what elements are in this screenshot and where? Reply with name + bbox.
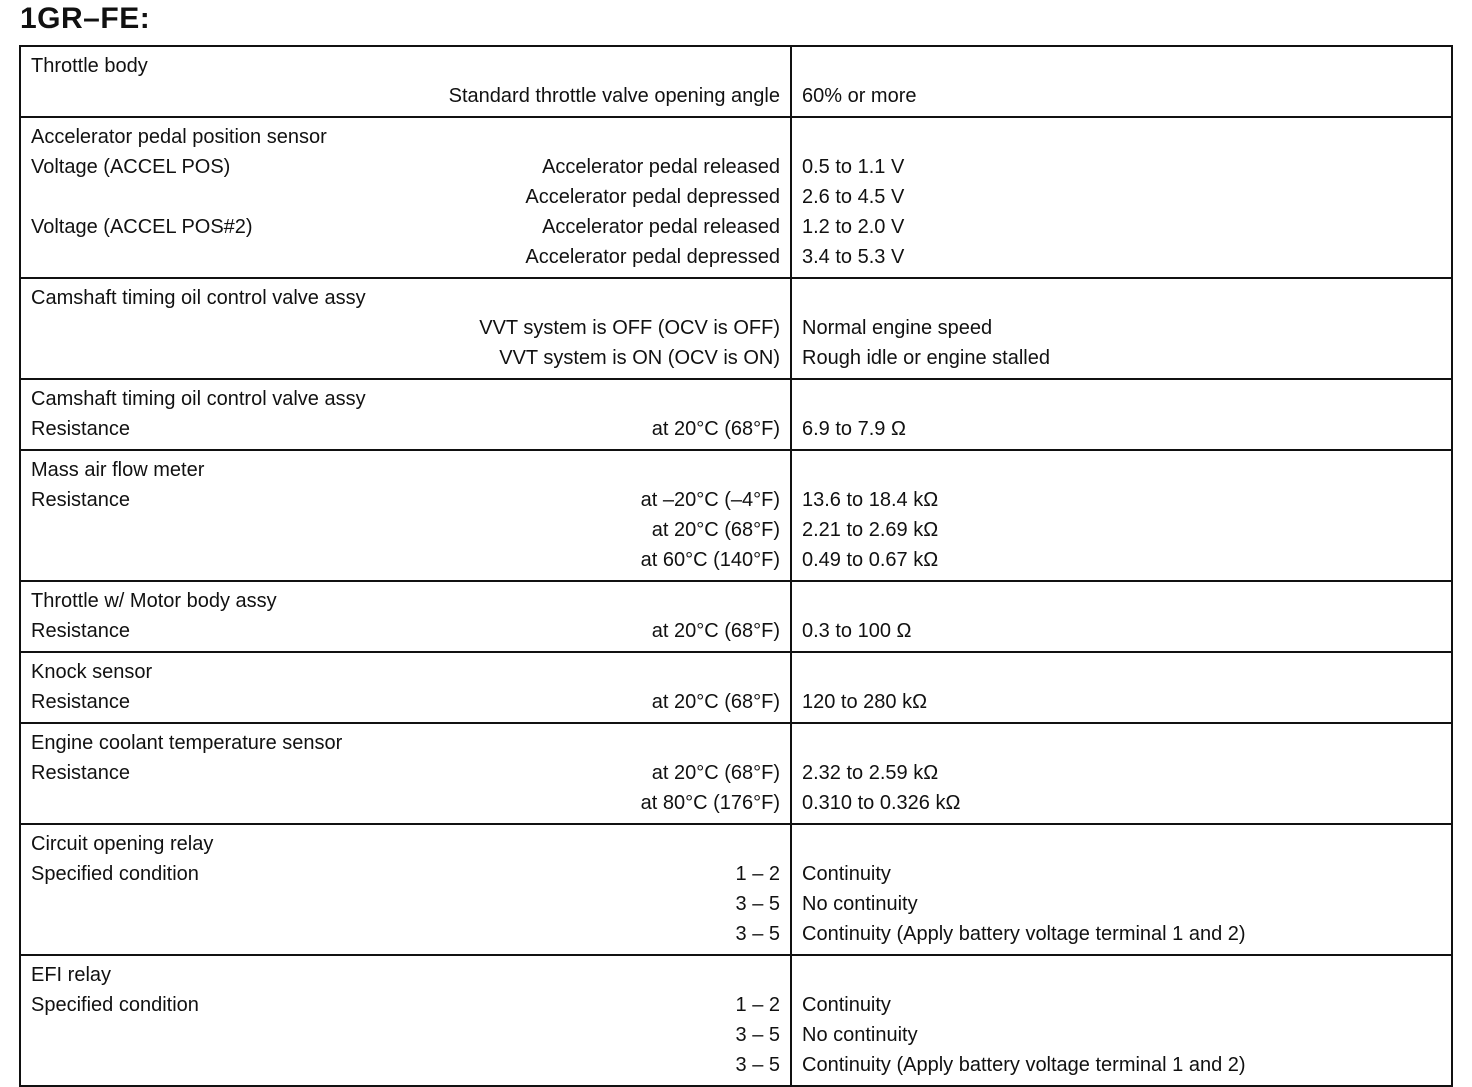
spec-value-cell [791, 379, 1452, 450]
spec-value-cell [791, 955, 1452, 1086]
value-spacer [802, 455, 1441, 485]
value-spacer [802, 122, 1441, 152]
spec-item-cell [20, 652, 791, 723]
spec-value-cell [791, 581, 1452, 652]
row-value: 2.32 to 2.59 kΩ [802, 762, 939, 784]
value-spacer [802, 960, 1441, 990]
row-condition: at 60°C (140°F) [640, 549, 780, 571]
row-label: Specified condition [31, 994, 199, 1016]
value-spacer [802, 283, 1441, 313]
spec-row [31, 687, 780, 717]
spec-section [20, 379, 1452, 450]
spec-row [31, 81, 780, 111]
row-value: No continuity [802, 893, 918, 915]
row-value: No continuity [802, 1024, 918, 1046]
row-value: 2.6 to 4.5 V [802, 186, 905, 208]
row-condition: at –20°C (–4°F) [640, 489, 780, 511]
row-value: 0.3 to 100 Ω [802, 620, 912, 642]
value-spacer [802, 384, 1441, 414]
section-heading: Camshaft timing oil control valve assy [31, 287, 366, 309]
spec-row [31, 152, 780, 182]
spec-row [31, 1020, 780, 1050]
spec-section [20, 278, 1452, 379]
row-condition: 3 – 5 [735, 893, 780, 915]
value-spacer [802, 657, 1441, 687]
spec-row [31, 758, 780, 788]
spec-row [31, 485, 780, 515]
section-heading: Mass air flow meter [31, 459, 205, 481]
section-heading: Throttle w/ Motor body assy [31, 590, 277, 612]
page-title: 1GR–FE: [20, 2, 151, 35]
row-condition: 3 – 5 [735, 923, 780, 945]
row-condition: at 20°C (68°F) [651, 519, 780, 541]
spec-section [20, 46, 1452, 117]
spec-row [31, 616, 780, 646]
row-value: Continuity [802, 994, 891, 1016]
row-label: Resistance [31, 691, 130, 713]
row-label: Voltage (ACCEL POS) [31, 156, 231, 178]
row-condition: Accelerator pedal depressed [525, 246, 780, 268]
spec-row [31, 788, 780, 818]
row-value: 6.9 to 7.9 Ω [802, 418, 906, 440]
specification-table [19, 45, 1453, 1087]
spec-value-cell [791, 824, 1452, 955]
spec-row [31, 889, 780, 919]
spec-item-cell [20, 581, 791, 652]
row-value: 0.5 to 1.1 V [802, 156, 905, 178]
row-condition: Standard throttle valve opening angle [448, 85, 780, 107]
spec-row [31, 182, 780, 212]
row-condition: 3 – 5 [735, 1054, 780, 1076]
spec-value-cell [791, 46, 1452, 117]
row-condition: at 80°C (176°F) [640, 792, 780, 814]
spec-item-cell [20, 450, 791, 581]
row-condition: Accelerator pedal released [542, 216, 780, 238]
row-condition: at 20°C (68°F) [651, 620, 780, 642]
row-condition: Accelerator pedal released [542, 156, 780, 178]
spec-item-cell [20, 278, 791, 379]
spec-section [20, 824, 1452, 955]
row-value: Continuity [802, 863, 891, 885]
spec-row [31, 545, 780, 575]
row-condition: VVT system is ON (OCV is ON) [499, 347, 780, 369]
spec-row [31, 242, 780, 272]
section-heading: Circuit opening relay [31, 833, 214, 855]
spec-value-cell [791, 652, 1452, 723]
spec-row [31, 919, 780, 949]
row-label: Specified condition [31, 863, 199, 885]
spec-item-cell [20, 824, 791, 955]
spec-row [31, 313, 780, 343]
value-spacer [802, 586, 1441, 616]
spec-section [20, 723, 1452, 824]
row-value: 1.2 to 2.0 V [802, 216, 905, 238]
row-condition: 1 – 2 [735, 863, 780, 885]
row-value: 0.49 to 0.67 kΩ [802, 549, 939, 571]
spec-row [31, 414, 780, 444]
spec-item-cell [20, 46, 791, 117]
row-label: Resistance [31, 620, 130, 642]
section-heading: Engine coolant temperature sensor [31, 732, 343, 754]
section-heading: Accelerator pedal position sensor [31, 126, 327, 148]
row-condition: at 20°C (68°F) [651, 691, 780, 713]
spec-row [31, 990, 780, 1020]
row-label: Voltage (ACCEL POS#2) [31, 216, 253, 238]
row-value: 120 to 280 kΩ [802, 691, 928, 713]
spec-item-cell [20, 117, 791, 278]
spec-row [31, 859, 780, 889]
spec-row [31, 515, 780, 545]
spec-section [20, 955, 1452, 1086]
spec-row [31, 212, 780, 242]
value-spacer [802, 728, 1441, 758]
section-heading: Camshaft timing oil control valve assy [31, 388, 366, 410]
row-condition: VVT system is OFF (OCV is OFF) [479, 317, 780, 339]
row-condition: 1 – 2 [735, 994, 780, 1016]
spec-section [20, 450, 1452, 581]
value-spacer [802, 829, 1441, 859]
row-value: 2.21 to 2.69 kΩ [802, 519, 939, 541]
spec-item-cell [20, 723, 791, 824]
section-heading: Knock sensor [31, 661, 153, 683]
spec-value-cell [791, 117, 1452, 278]
row-value: 0.310 to 0.326 kΩ [802, 792, 961, 814]
row-condition: 3 – 5 [735, 1024, 780, 1046]
spec-item-cell [20, 955, 791, 1086]
row-label: Resistance [31, 762, 130, 784]
row-value: Continuity (Apply battery voltage terminal 1 and 2) [802, 923, 1246, 945]
spec-row [31, 343, 780, 373]
row-condition: at 20°C (68°F) [651, 762, 780, 784]
spec-section [20, 117, 1452, 278]
row-value: Normal engine speed [802, 317, 993, 339]
row-value: 3.4 to 5.3 V [802, 246, 905, 268]
section-heading: Throttle body [31, 55, 148, 77]
row-value: Continuity (Apply battery voltage terminal 1 and 2) [802, 1054, 1246, 1076]
spec-value-cell [791, 278, 1452, 379]
row-condition: Accelerator pedal depressed [525, 186, 780, 208]
row-label: Resistance [31, 489, 130, 511]
row-value: Rough idle or engine stalled [802, 347, 1050, 369]
spec-row [31, 1050, 780, 1080]
spec-value-cell [791, 723, 1452, 824]
spec-value-cell [791, 450, 1452, 581]
specification-table-body [20, 46, 1452, 1086]
row-value: 60% or more [802, 85, 917, 107]
row-label: Resistance [31, 418, 130, 440]
spec-section [20, 581, 1452, 652]
section-heading: EFI relay [31, 964, 112, 986]
spec-item-cell [20, 379, 791, 450]
row-condition: at 20°C (68°F) [651, 418, 780, 440]
spec-section [20, 652, 1452, 723]
row-value: 13.6 to 18.4 kΩ [802, 489, 939, 511]
value-spacer [802, 51, 1441, 81]
